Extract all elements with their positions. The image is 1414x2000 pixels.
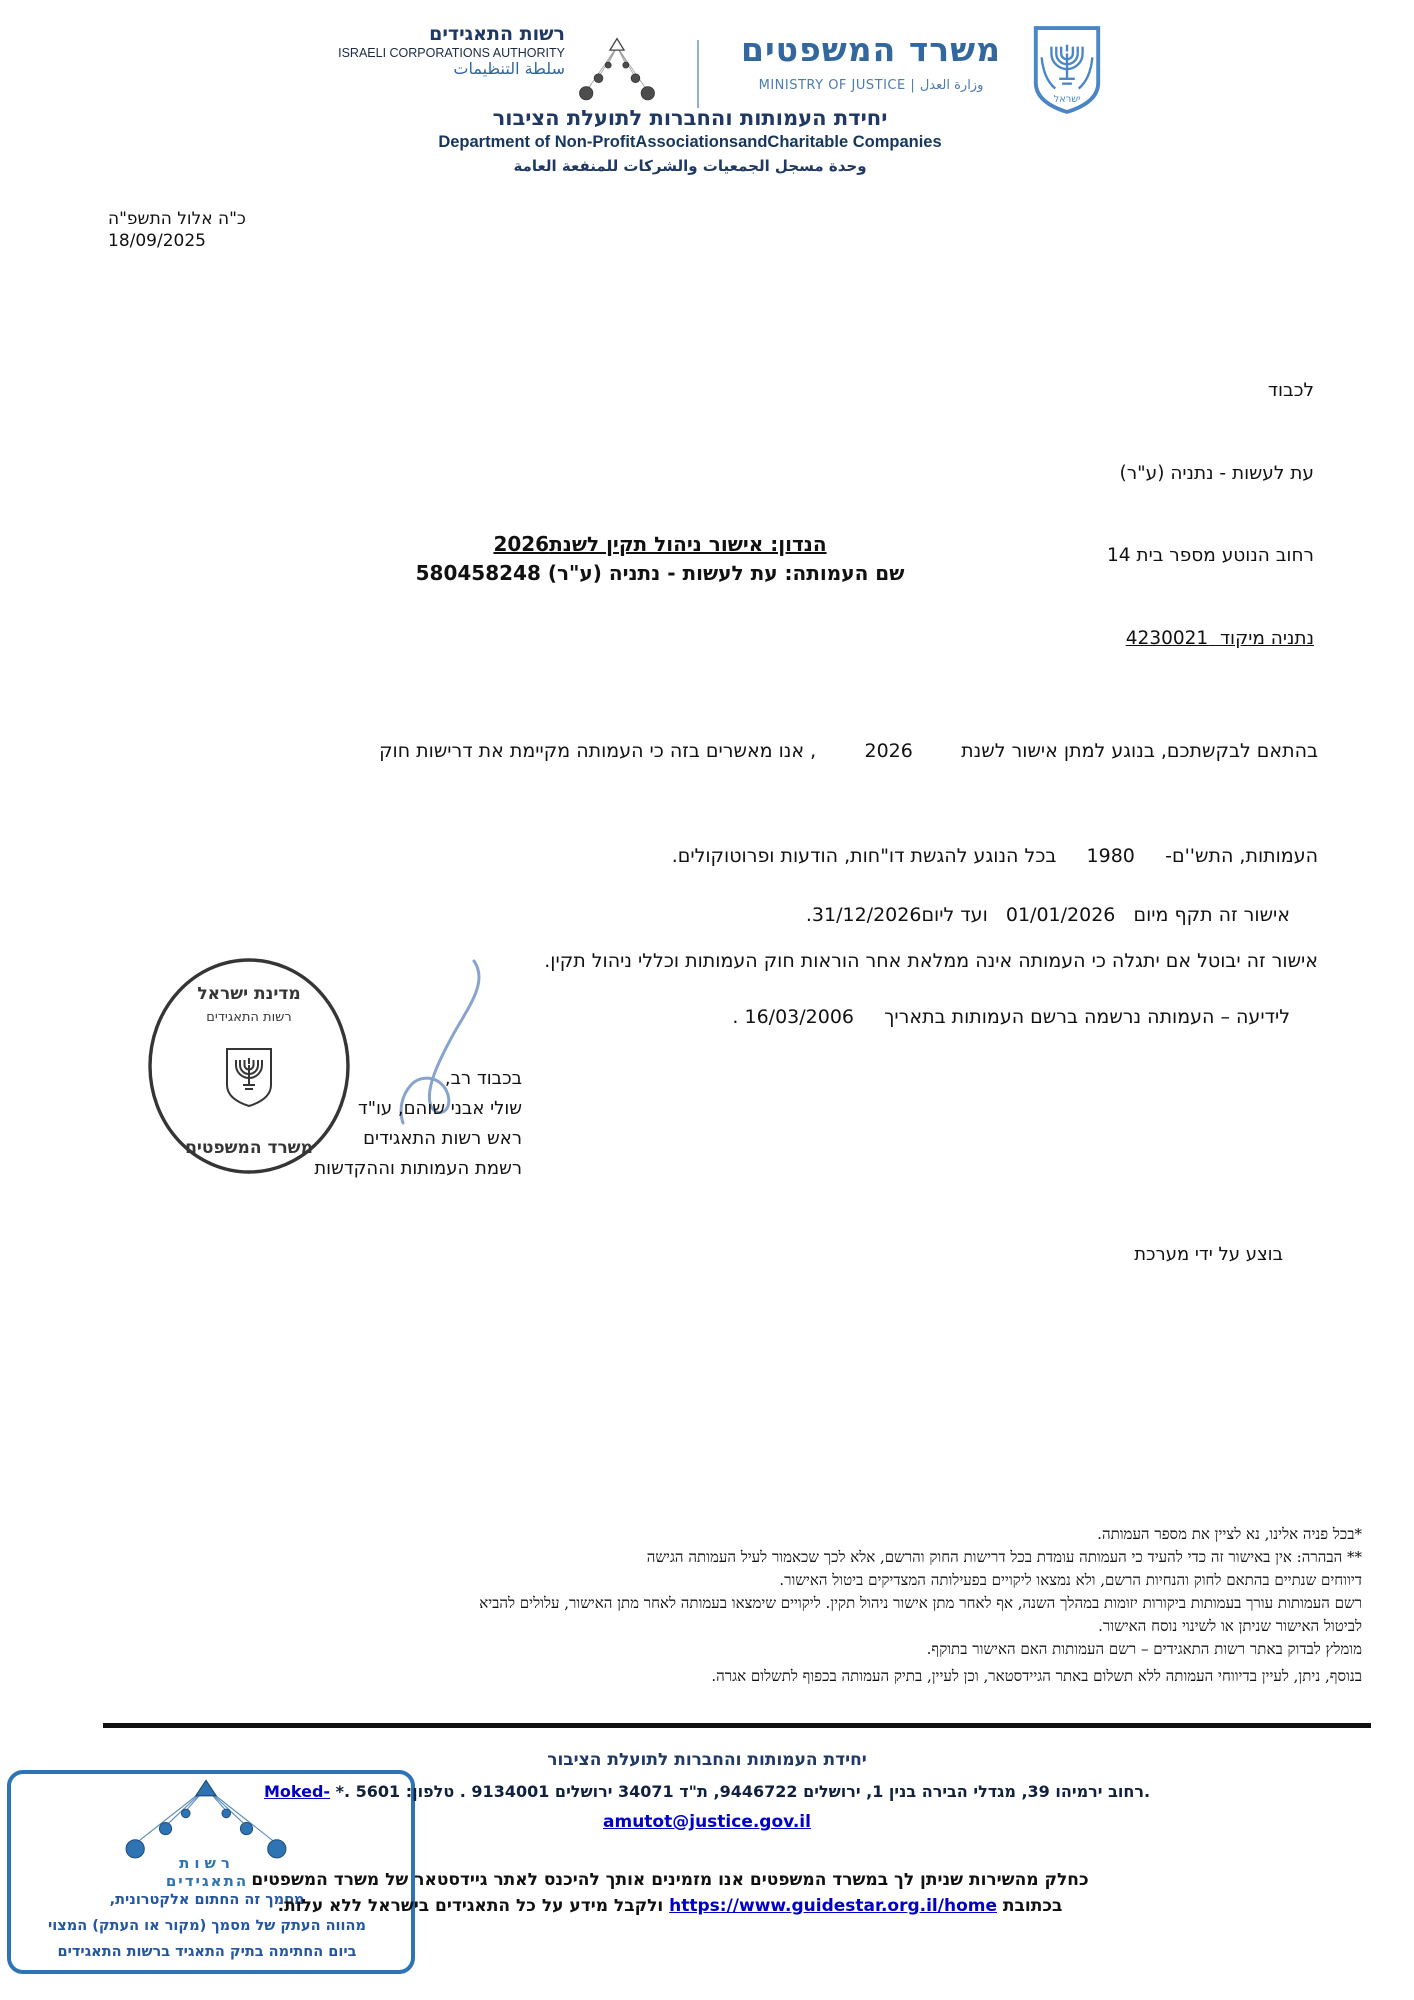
stamp-state-of-israel-text: מדינת ישראל <box>197 984 301 1004</box>
estamp-logo-word-2: התאגידים <box>165 1872 249 1890</box>
stamp-corporations-authority-text: רשות התאגידים <box>206 1010 292 1025</box>
footnote-line: רשם העמותות עורך בעמותות ביקורות יזומות במהלך השנה, אף לאחר מתן אישור ניהול תקין. ליקויים שימצאו בעמותה לאחר מתן האישור, עלולים להביא <box>479 1594 1362 1612</box>
closing-salutation: בכבוד רב, <box>444 1068 522 1089</box>
footnote-line: *בכל פניה אלינו, נא לציין את מספר העמותה. <box>1097 1525 1362 1543</box>
footer-unit-title: יחידת העמותות והחברות לתועלת הציבור <box>547 1750 867 1770</box>
unit-title-english: Department of Non-ProfitAssociationsandCharitable Companies <box>438 133 942 151</box>
footnotes-block <box>100 1523 1362 1688</box>
footer-address-line <box>0 1782 1414 1801</box>
estamp-logo-word-1: רשות <box>179 1854 235 1872</box>
body-line-3: אישור זה יבוטל אם יתגלה כי העמותה אינה ממלאת אחר הוראות חוק העמותות וכללי ניהול תקין. <box>544 950 1318 972</box>
footnote-line: ** הבהרה: אין באישור זה כדי להעיד כי העמותה עומדת בכל דרישות החוק והרשם, אלא לכך שכאמור לעיל העמותה הגישה <box>646 1548 1362 1566</box>
subject-line: הנדון: אישור ניהול תקין לשנת2026 <box>493 532 827 556</box>
recipient-block <box>1107 322 1314 707</box>
letter-date <box>108 208 328 252</box>
state-emblem-icon <box>1028 24 1106 118</box>
guidestar-prefix: בכתובת <box>1002 1896 1063 1916</box>
body-line-1: בהתאם לבקשתכם, בנוגע למתן אישור לשנת 2026 , אנו מאשרים בזה כי העמותה מקיימת את דרישות חוק <box>379 740 1318 762</box>
guidestar-line-1: כחלק מהשירות שניתן לך במשרד המשפטים אנו מזמינים אותך להיכנס לאתר גיידסטאר של משרד המשפטים <box>251 1870 1089 1890</box>
authority-name-english: ISRAELI CORPORATIONS AUTHORITY <box>338 45 565 60</box>
association-name-line: שם העמותה: עת לעשות - נתניה (ע"ר) 580458248 <box>415 561 905 585</box>
moked-link[interactable]: Moked- <box>263 1782 331 1801</box>
hebrew-date: כ"ה אלול התשפ"ה <box>108 209 246 229</box>
registration-date-line: לידיעה – העמותה נרשמה ברשם העמותות בתאריך 16/03/2006 . <box>732 1006 1290 1028</box>
authority-name-arabic: سلطة التنظيمات <box>453 59 565 79</box>
unit-title-hebrew: יחידת העמותות והחברות לתועלת הציבור <box>492 106 888 130</box>
signature-block <box>314 1064 522 1184</box>
gregorian-date: 18/09/2025 <box>108 231 206 251</box>
footer-divider-rule <box>103 1723 1371 1728</box>
body-line-2: העמותות, התש''ם- 1980 בכל הנוגע להגשת דו"חות, הודעות ופרוטוקולים. <box>671 845 1318 867</box>
ministry-name-subtitle: MINISTRY OF JUSTICE | وزارة العدل <box>758 78 984 93</box>
ministry-of-justice-logo <box>723 30 1019 93</box>
validity-period-line: אישור זה תקף מיום 01/01/2026 ועד ליום31/12/2026. <box>805 904 1290 926</box>
ministry-name-hebrew: משרד המשפטים <box>740 30 1002 69</box>
guidestar-line-2 <box>0 1893 1340 1919</box>
estamp-text-line-1: מסמך זה החתום אלקטרונית, <box>109 1892 305 1908</box>
recipient-street: רחוב הנוטע מספר בית 14 <box>1106 545 1314 566</box>
signer-title-1: ראש רשות התאגידים <box>363 1128 522 1149</box>
guidestar-notice <box>0 1867 1340 1919</box>
estamp-text-line-2: מהווה העתק של מסמך (מקור או העתק) המצוי <box>48 1918 366 1934</box>
stamp-ministry-of-justice-text: משרד המשפטים <box>185 1138 313 1158</box>
pendulum-logo-icon <box>573 36 661 110</box>
footnote-line: בנוסף, ניתן, לעיין בדיווחי העמותה ללא תשלום באתר הגיידסטאר, וכן לעיין, בתיק העמותה בכפוף לתשלום אגרה. <box>711 1667 1362 1685</box>
authority-name-hebrew: רשות התאגידים <box>429 23 565 45</box>
guidestar-url-link[interactable]: https://www.guidestar.org.il/home <box>669 1896 997 1916</box>
header-divider <box>697 40 699 108</box>
email-link[interactable]: amutot@justice.gov.il <box>603 1812 811 1832</box>
recipient-city-zip: נתניה מיקוד 4230021 <box>1125 627 1314 649</box>
estamp-text-line-3: ביום החתימה בתיק התאגיד ברשות התאגידים <box>57 1944 357 1960</box>
guidestar-suffix: ולקבל מידע על כל התאגידים בישראל ללא עלות. <box>277 1896 664 1916</box>
footer-email-row <box>0 1812 1414 1832</box>
footer-phone-number: *. 5601 <box>335 1782 401 1801</box>
system-generated-note: בוצע על ידי מערכת <box>1134 1244 1283 1265</box>
recipient-salutation: לכבוד <box>1267 380 1314 401</box>
recipient-name: עת לעשות - נתניה (ע"ר) <box>1119 462 1314 484</box>
signer-name: שולי אבני שוהם, עו"ד <box>357 1098 522 1119</box>
footnote-line: לביטול האישור שניתן או לשינוי נוסח האישור. <box>1098 1617 1362 1635</box>
footer-address-text: .רחוב ירמיהו 39, מגדלי הבירה בנין 1, ירושלים 9446722, ת"ד 34071 ירושלים 9134001 . טלפון: <box>405 1782 1151 1801</box>
footnote-line: מומלץ לבדוק באתר רשות התאגידים – רשם העמותות האם האישור בתוקף. <box>926 1640 1362 1658</box>
footnote-line: דיווחים שנתיים בהתאם לחוק והנחיות הרשם, ולא נמצאו ליקויים בפעילותה המצדיקים ביטול האישור. <box>779 1571 1362 1589</box>
corporations-authority-logo-text <box>285 24 565 79</box>
unit-title-arabic: وحدة مسجل الجمعيات والشركات للمنفعة العامة <box>513 157 867 175</box>
subject-block <box>0 530 1320 588</box>
emblem-israel-text: ישראל <box>1053 94 1081 106</box>
signer-title-2: רשמת העמותות וההקדשות <box>314 1158 522 1179</box>
